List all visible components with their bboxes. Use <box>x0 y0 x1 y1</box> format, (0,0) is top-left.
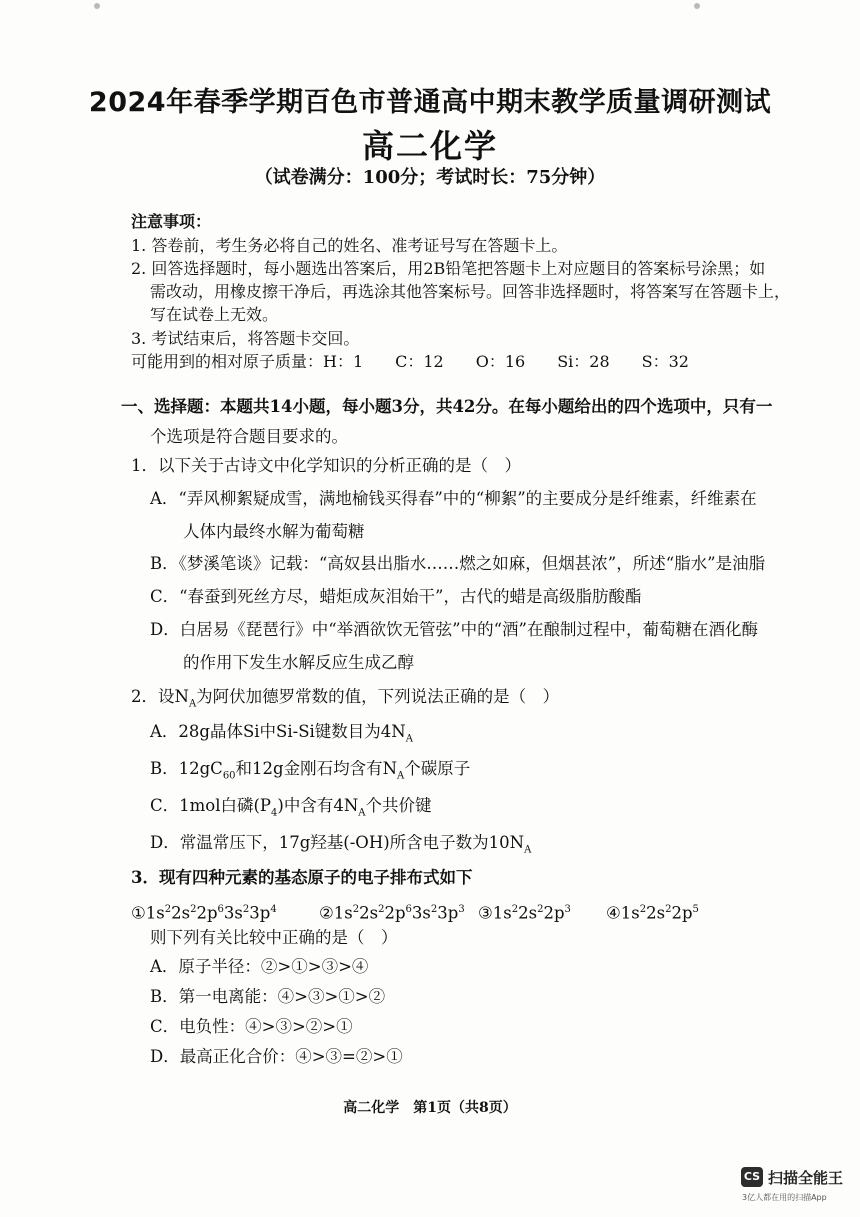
q1-stem: 1．以下关于古诗文中化学知识的分析正确的是（ ） <box>131 456 521 475</box>
q3-option-a: A．原子半径：②>①>③>④ <box>150 957 369 976</box>
atomic-mass: 可能用到的相对原子质量：H：1 C：12 O：16 Si：28 S：32 <box>131 352 689 371</box>
notice-item: 2. 回答选择题时，每小题选出答案后，用2B铅笔把答题卡上对应题目的答案标号涂黑；如 <box>131 259 766 278</box>
q3-config-2: $②1s^22s^22p^63s^23p^3$ <box>319 903 465 923</box>
q2-option-a: A．28g晶体Si中Si-Si键数目为$4N_A$ <box>150 722 413 745</box>
notice-item: 需改动，用橡皮擦干净后，再选涂其他答案标号。回答非选择题时，将答案写在答题卡上， <box>150 282 791 301</box>
q2-option-b: B．$12gC_{60}$和12g金刚石均含有$N_A$个碳原子 <box>150 759 471 782</box>
q3-ask: 则下列有关比较中正确的是（ ） <box>150 928 398 947</box>
watermark-name: 扫描全能王 <box>768 1169 844 1187</box>
q1-option-a-cont: 人体内最终水解为葡萄糖 <box>183 522 365 541</box>
q3-config-1: $①1s^22s^22p^63s^23p^4$ <box>131 903 277 923</box>
q3-config-3: $③1s^22s^22p^3$ <box>478 903 571 923</box>
scan-dot <box>694 3 700 9</box>
page-footer: 高二化学 第1页（共8页） <box>343 1100 517 1116</box>
q1-option-a: A．“弄风柳絮疑成雪，满地榆钱买得春”中的“柳絮”的主要成分是纤维素，纤维素在 <box>150 489 757 508</box>
q3-option-b: B．第一电离能：④>③>①>② <box>150 987 386 1006</box>
q1-option-d: D．白居易《琵琶行》中“举酒欲饮无管弦”中的“酒”在酿制过程中，葡萄糖在酒化酶 <box>150 620 758 639</box>
q3-config-4: $④1s^22s^22p^5$ <box>606 903 699 923</box>
watermark-tagline: 3亿人都在用的扫描App <box>742 1193 827 1202</box>
notice-item: 写在试卷上无效。 <box>150 305 279 324</box>
exam-title: 2024年春季学期百色市普通高中期末教学质量调研测试 <box>88 87 772 118</box>
scan-dot <box>94 3 100 9</box>
notice-item: 1. 答卷前，考生务必将自己的姓名、准考证号写在答题卡上。 <box>131 236 568 255</box>
exam-info: （试卷满分：100分；考试时长：75分钟） <box>254 167 606 188</box>
q1-option-b: B．《梦溪笔谈》记载：“高奴县出脂水……燃之如麻，但烟甚浓”，所述“脂水”是油脂 <box>150 554 766 573</box>
q2-option-d: D．常温常压下，17g羟基(-OH)所含电子数为$10N_A$ <box>150 833 532 856</box>
section-heading-cont: 个选项是符合题目要求的。 <box>150 427 348 446</box>
q1-option-d-cont: 的作用下发生水解反应生成乙醇 <box>183 653 414 672</box>
notice-item: 3. 考试结束后，将答题卡交回。 <box>131 329 360 348</box>
subject-title: 高二化学 <box>361 127 498 165</box>
q1-option-c: C．“春蚕到死丝方尽，蜡炬成灰泪始干”，古代的蜡是高级脂肪酸酯 <box>150 587 642 606</box>
camscanner-logo-icon: CS <box>741 1167 763 1187</box>
notice-heading: 注意事项： <box>131 212 212 231</box>
q2-stem: 2．设$N_A$为阿伏加德罗常数的值，下列说法正确的是（ ） <box>131 687 560 710</box>
q2-option-c: C．1mol白磷$(P_4)$中含有$4N_A$个共价键 <box>150 796 432 819</box>
q3-option-c: C．电负性：④>③>②>① <box>150 1017 353 1036</box>
q3-option-d: D．最高正化合价：④>③=②>① <box>150 1047 403 1066</box>
section-heading: 一、选择题：本题共14小题，每小题3分，共42分。在每小题给出的四个选项中，只有一 <box>121 397 773 416</box>
q3-stem: 3．现有四种元素的基态原子的电子排布式如下 <box>131 868 473 887</box>
